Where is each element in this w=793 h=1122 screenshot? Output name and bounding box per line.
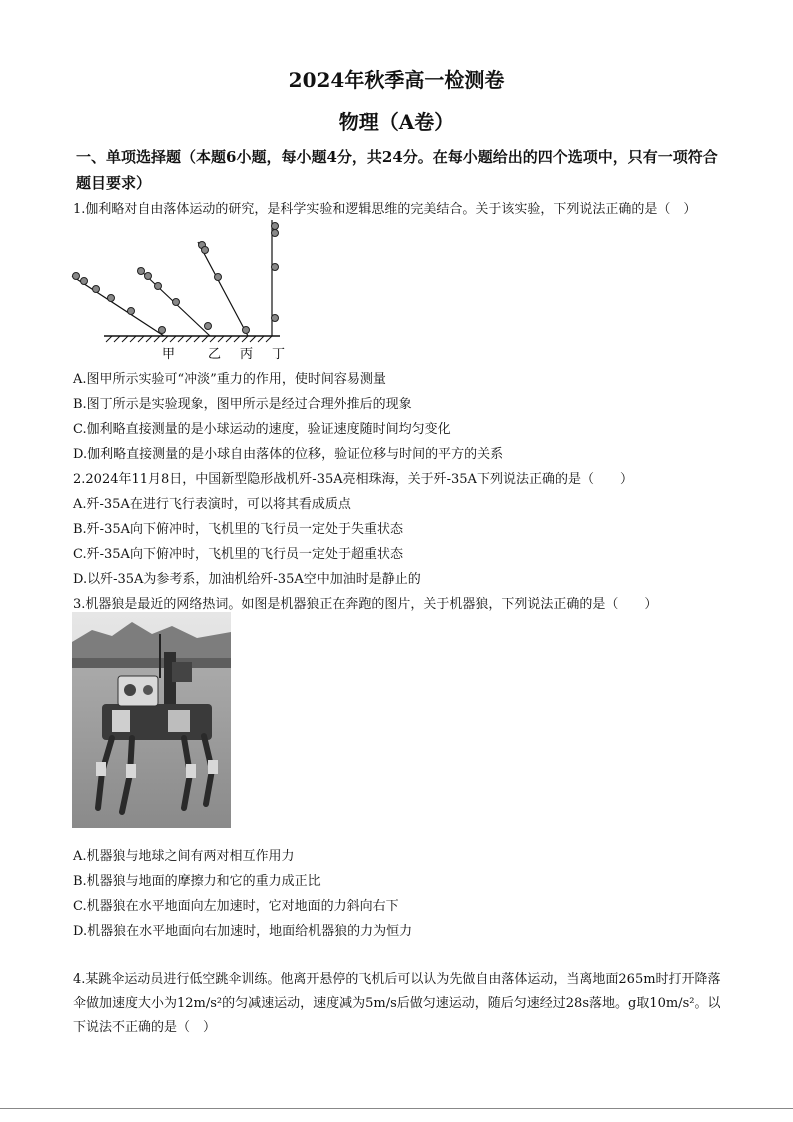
robot-wolf-photo <box>72 612 231 828</box>
exam-subtitle: 物理（A卷） <box>338 110 455 134</box>
label-jia: 甲 <box>162 347 176 362</box>
page-bottom-rule <box>0 1108 793 1109</box>
q3-stem: 3.机器狼是最近的网络热词。如图是机器狼正在奔跑的图片，关于机器狼，下列说法正确的是（ ） <box>73 597 658 612</box>
q3-option-a: A.机器狼与地球之间有两对相互作用力 <box>73 849 295 864</box>
label-yi: 乙 <box>208 347 222 362</box>
section-heading: 一、单项选择题（本题6小题，每小题4分，共24分。在每小题给出的四个选项中，只有一项符合题目要求） <box>76 148 718 192</box>
galileo-incline-figure <box>68 218 288 364</box>
q2-option-c: C.歼-35A向下俯冲时，飞机里的飞行员一定处于超重状态 <box>73 547 403 562</box>
q2-stem: 2.2024年11月8日，中国新型隐形战机歼-35A亮相珠海，关于歼-35A下列说法正确的是（ ） <box>73 472 633 487</box>
q2-option-d: D.以歼-35A为参考系，加油机给歼-35A空中加油时是静止的 <box>73 572 421 587</box>
label-bing: 丙 <box>240 347 254 362</box>
q3-option-d: D.机器狼在水平地面向右加速时，地面给机器狼的力为恒力 <box>73 924 413 939</box>
q1-option-b: B.图丁所示是实验现象，图甲所示是经过合理外推后的现象 <box>73 397 412 412</box>
label-ding: 丁 <box>272 347 286 362</box>
q2-option-b: B.歼-35A向下俯冲时，飞机里的飞行员一定处于失重状态 <box>73 522 404 537</box>
q1-option-a: A.图甲所示实验可“冲淡”重力的作用，使时间容易测量 <box>73 372 386 387</box>
exam-title: 2024年秋季高一检测卷 <box>288 68 505 92</box>
q3-option-c: C.机器狼在水平地面向左加速时，它对地面的力斜向右下 <box>73 899 399 914</box>
q3-option-b: B.机器狼与地面的摩擦力和它的重力成正比 <box>73 874 321 889</box>
q1-option-c: C.伽利略直接测量的是小球运动的速度，验证速度随时间均匀变化 <box>73 422 451 437</box>
q4-stem: 4.某跳伞运动员进行低空跳伞训练。他离开悬停的飞机后可以认为先做自由落体运动，当离地面265m时打开降落伞做加速度大小为12m/s²的匀减速运动，速度减为5m/s后做匀速运动，随后匀速经过28s落地。g取10m/s²。以下说法不正确的是（ ） <box>73 972 721 1035</box>
q2-option-a: A.歼-35A在进行飞行表演时，可以将其看成质点 <box>73 497 351 512</box>
q1-option-d: D.伽利略直接测量的是小球自由落体的位移，验证位移与时间的平方的关系 <box>73 447 504 462</box>
q1-stem: 1.伽利略对自由落体运动的研究，是科学实验和逻辑思维的完美结合。关于该实验，下列说法正确的是（ ） <box>73 202 697 217</box>
